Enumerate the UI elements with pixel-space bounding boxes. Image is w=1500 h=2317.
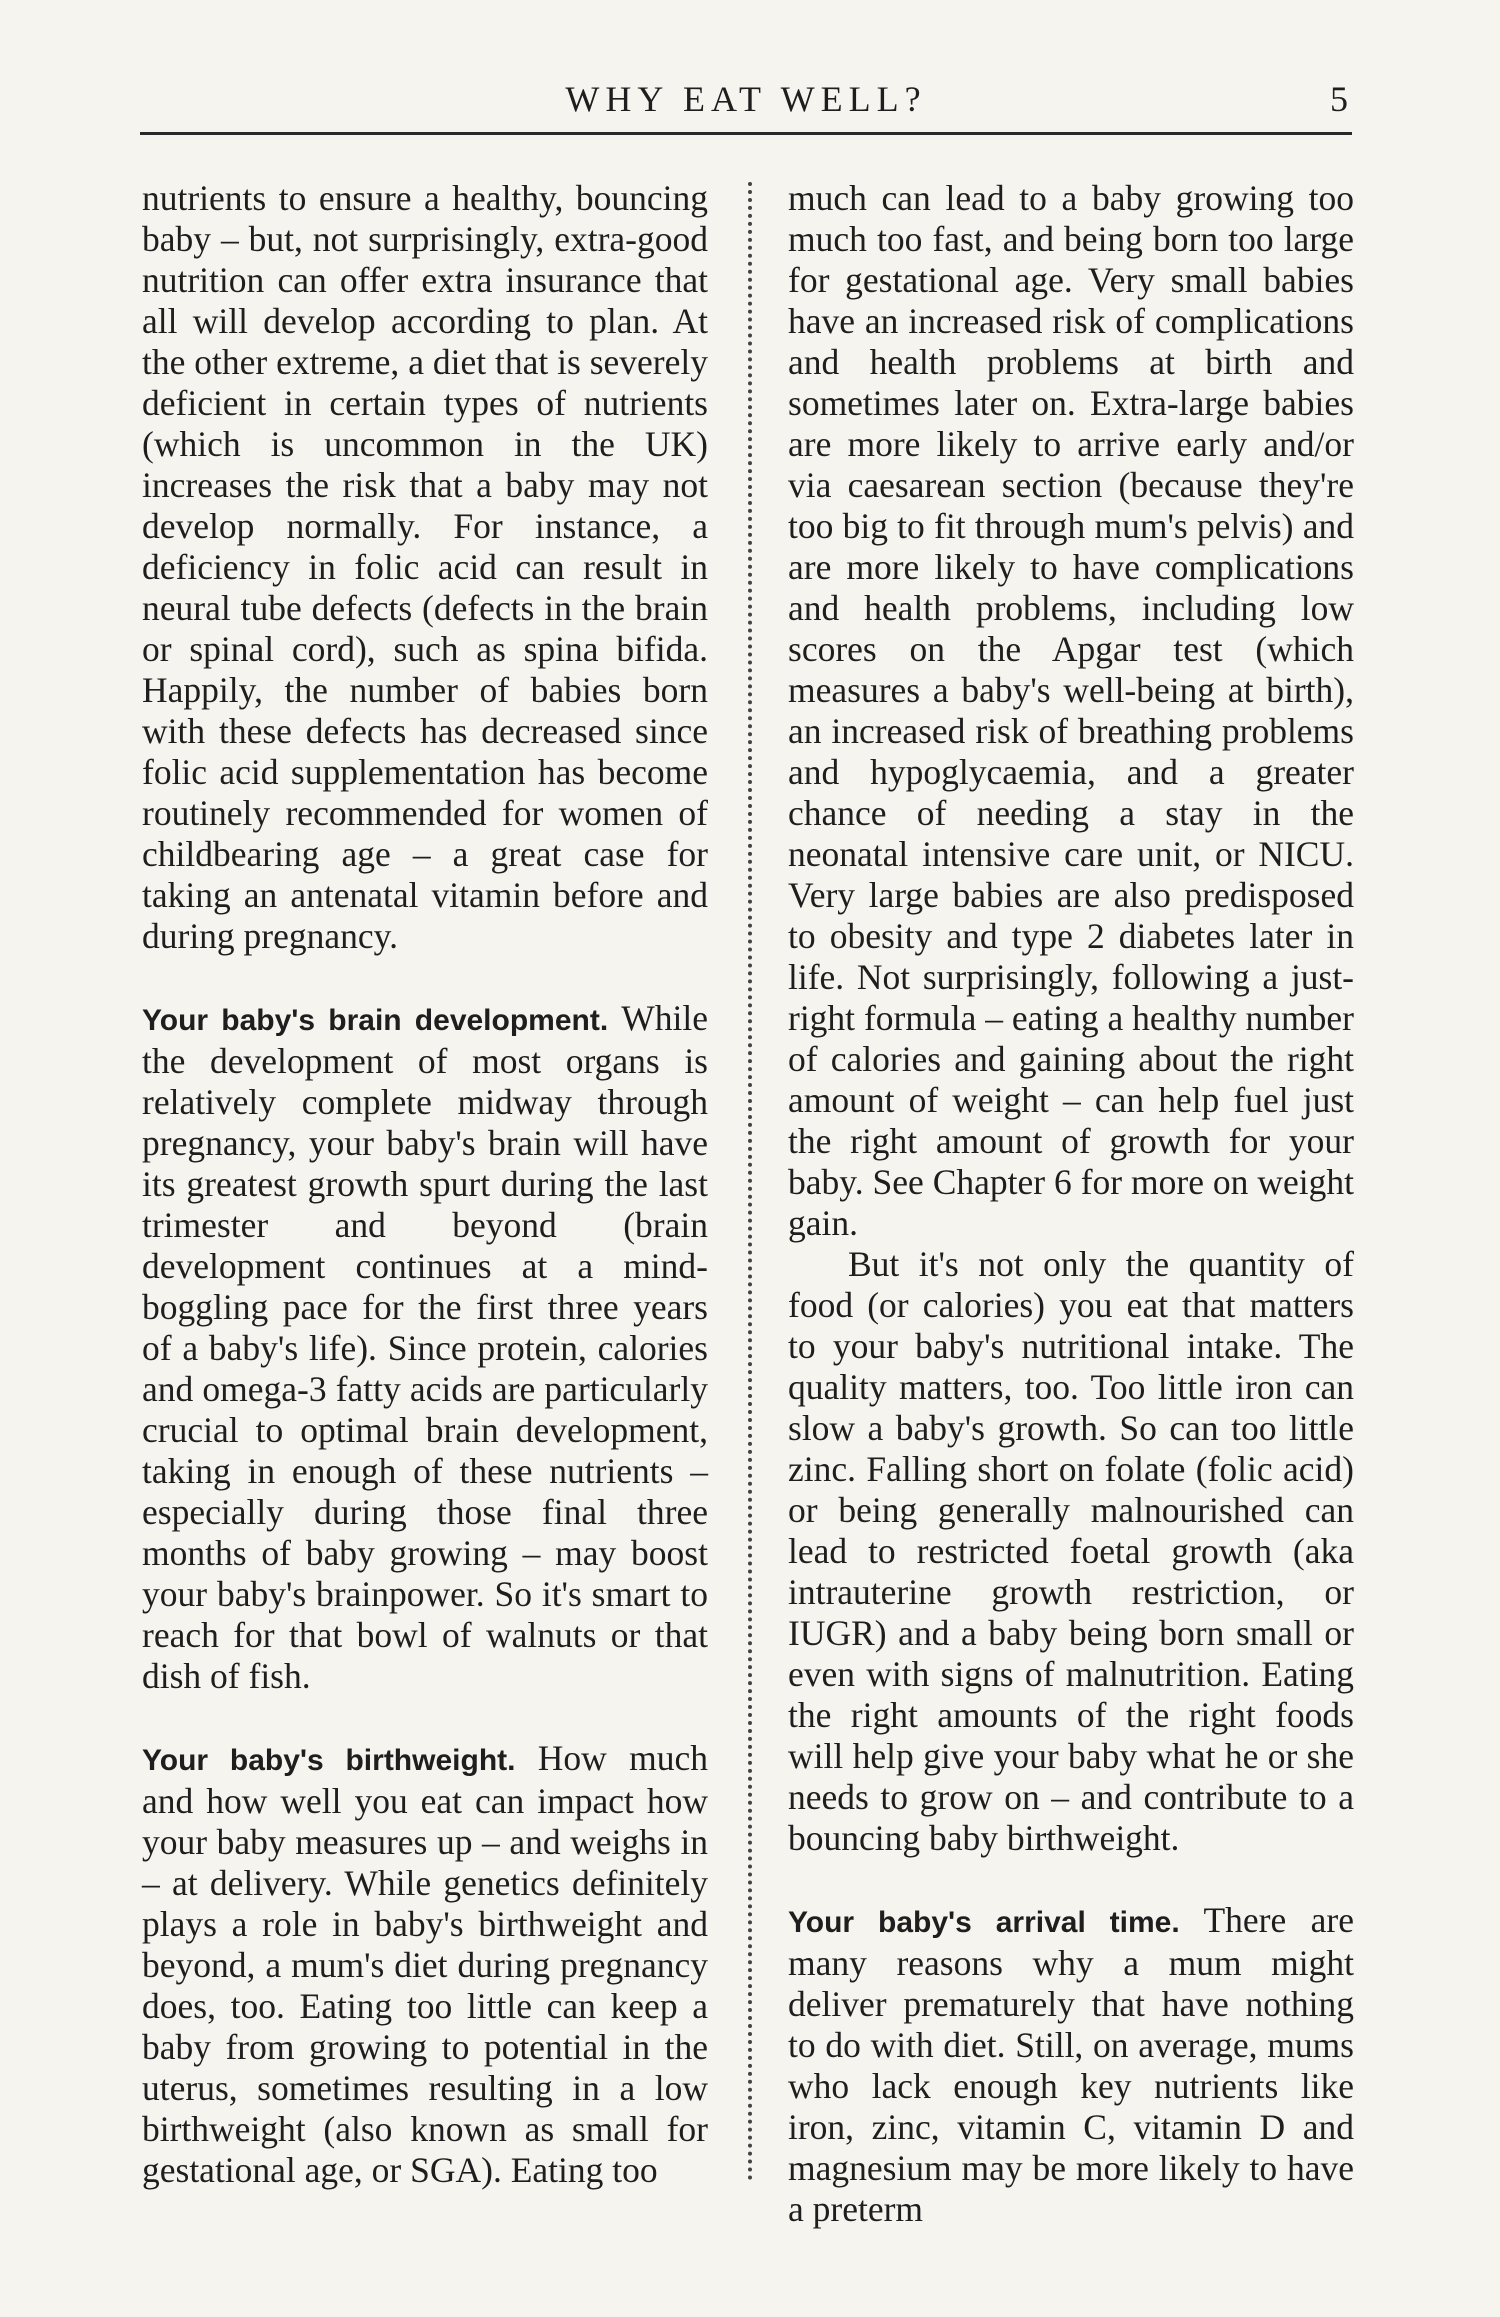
column-divider [748, 182, 752, 2182]
birthweight-continued-paragraph: much can lead to a baby growing too much too fast, and being born too large for gestational age. Very small babies have an increased risk of complications and health problems at birth and sometimes later on. Extra-large babies are more likely to arrive early and/or via caesarean section (because they're too big to fit through mum's pelvis) and are more likely to have complications and health problems, including low scores on the Apgar test (which measures a baby's well-being at birth), an increased risk of breathing problems and hypoglycaemia, and a greater chance of needing a stay in the neonatal intensive care unit, or NICU. Very large babies are also predisposed to obesity and type 2 diabetes later in life. Not surprisingly, following a just-right formula – eating a healthy number of calories and gaining about the right amount of weight – can help fuel just the right amount of growth for your baby. See Chapter 6 for more on weight gain. [788, 178, 1354, 1243]
page-number: 5 [1330, 79, 1348, 119]
page-header [140, 70, 1352, 135]
arrival-time-section [788, 1900, 1354, 2230]
brain-development-heading: Your baby's brain development. [142, 1004, 609, 1037]
arrival-time-heading: Your baby's arrival time. [788, 1906, 1180, 1939]
brain-development-body: While the development of most organs is relatively complete midway through pregnancy, your baby's brain will have its greatest growth spurt during the last trimester and beyond (brain development continues at a mind-boggling pace for the first three years of a baby's life). Since protein, calories and omega-3 fatty acids are particularly crucial to optimal brain development, taking in enough of these nutrients – especially during those final three months of baby growing – may boost your baby's brainpower. So it's smart to reach for that bowl of walnuts or that dish of fish. [142, 998, 709, 1696]
intro-paragraph: nutrients to ensure a healthy, bouncing baby – but, not surprisingly, extra-good nutrition can offer extra insurance that all will develop according to plan. At the other extreme, a diet that is severely deficient in certain types of nutrients (which is uncommon in the UK) increases the risk that a baby may not develop normally. For instance, a deficiency in folic acid can result in neural tube defects (defects in the brain or spinal cord), such as spina bifida. Happily, the number of babies born with these defects has decreased since folic acid supplementation has become routinely recommended for women of childbearing age – a great case for taking an antenatal vitamin before and during pregnancy. [142, 178, 708, 956]
left-column [142, 178, 708, 2191]
arrival-time-body: There are many reasons why a mum might deliver prematurely that have nothing to do with diet. Still, on average, mums who lack enough key nutrients like iron, zinc, vitamin C, vitamin D and magnesium may be more likely to have a preterm [788, 1900, 1354, 2229]
birthweight-heading: Your baby's birthweight. [142, 1744, 516, 1777]
nutrition-quality-paragraph: But it's not only the quantity of food (or calories) you eat that matters to your baby's nutritional intake. The quality matters, too. Too little iron can slow a baby's growth. So can too little zinc. Falling short on folate (folic acid) or being generally malnourished can lead to restricted foetal growth (aka intrauterine growth restriction, or IUGR) and a baby being born small or even with signs of malnutrition. Eating the right amounts of the right foods will help give your baby what he or she needs to grow on – and contribute to a bouncing baby birthweight. [788, 1244, 1354, 1858]
running-head: WHY EAT WELL? [565, 79, 927, 119]
birthweight-section [142, 1738, 708, 2191]
birthweight-body: How much and how well you eat can impact how your baby measures up – and weighs in – at delivery. While genetics definitely plays a role in baby's birthweight and beyond, a mum's diet during pregnancy does, too. Eating too little can keep a baby from growing to potential in the uterus, sometimes resulting in a low birthweight (also known as small for gestational age, or SGA). Eating too [142, 1738, 708, 2190]
brain-development-section [142, 998, 708, 1697]
right-column [788, 178, 1354, 2230]
